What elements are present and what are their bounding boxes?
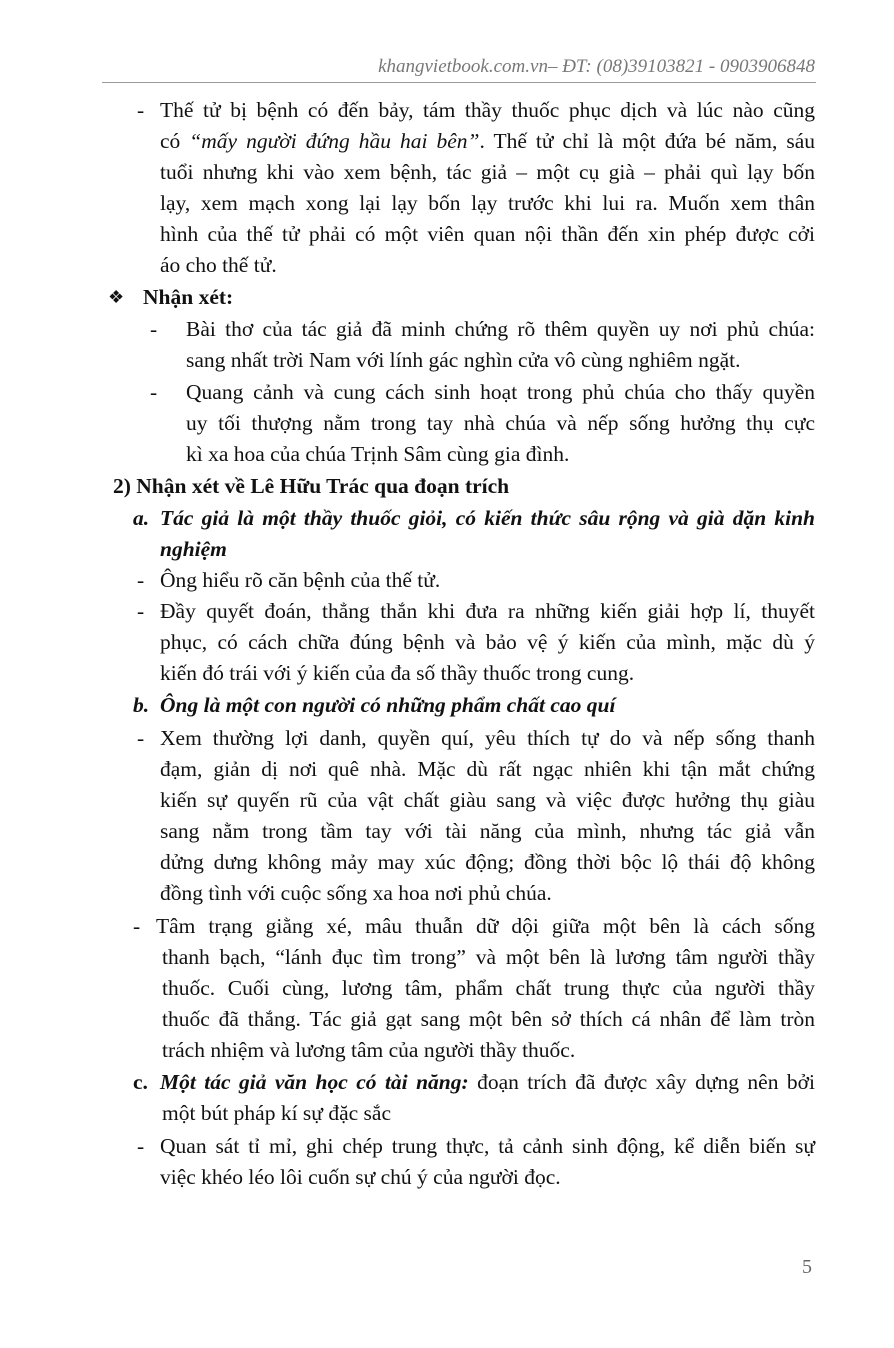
text-line: thuốc đã thắng. Tác giả gạt sang một bên sở thích cá nhân để làm tròn bbox=[162, 1007, 815, 1031]
text-line: dửng dưng không mảy may xúc động; đồng thời bộc lộ thái độ không bbox=[160, 850, 815, 874]
diamond-bullet-icon: ❖ bbox=[108, 287, 125, 307]
subsection-heading: nghiệm bbox=[160, 537, 227, 561]
subsection-heading: Ông là một con người có những phẩm chất cao quí bbox=[160, 693, 616, 717]
page-number: 5 bbox=[802, 1256, 812, 1278]
text-line: lạy, xem mạch xong lại lạy bốn lạy trước khi lui ra. Muốn xem thân bbox=[160, 191, 815, 215]
subsection-label: a. bbox=[133, 506, 150, 530]
subsection-heading: Một tác giả văn học có tài năng: bbox=[160, 1070, 469, 1094]
text-line: trách nhiệm và lương tâm của người thầy thuốc. bbox=[162, 1038, 576, 1062]
text-line: có “mấy người đứng hầu hai bên”. Thế tử chỉ là một đứa bé năm, sáu bbox=[160, 129, 816, 153]
text-line: Quan sát tỉ mỉ, ghi chép trung thực, tả cảnh sinh động, kể diễn biến sự bbox=[160, 1134, 815, 1158]
dash-marker: - bbox=[150, 317, 158, 341]
dash-marker: - bbox=[137, 599, 145, 623]
dash-marker: - bbox=[137, 568, 145, 592]
text-line: Quang cảnh và cung cách sinh hoạt trong phủ chúa cho thấy quyền bbox=[186, 380, 815, 404]
subsection-label: c. bbox=[133, 1070, 148, 1094]
text-line: hình của thế tử phải có một viên quan nội thần đến xin phép được cởi bbox=[160, 222, 815, 246]
text-line: sang nằm trong tầm tay với tài năng của mình, nhưng tác giả vẫn bbox=[160, 819, 815, 843]
quote-italic: “mấy người đứng hầu hai bên” bbox=[189, 129, 480, 153]
text-line: thanh bạch, “lánh đục tìm trong” và một bên là lương tâm người thầy bbox=[162, 945, 815, 969]
text-line: đồng tình với cuộc sống xa hoa nơi phủ chúa. bbox=[160, 881, 552, 905]
section-heading: Nhận xét: bbox=[143, 285, 234, 309]
text-line: Ông hiểu rõ căn bệnh của thế tử. bbox=[160, 568, 441, 592]
text-line: tuổi nhưng khi vào xem bệnh, tác giả – một cụ già – phải quì lạy bốn bbox=[160, 160, 815, 184]
text-line: một bút pháp kí sự đặc sắc bbox=[162, 1101, 391, 1125]
text-line: Bài thơ của tác giả đã minh chứng rõ thêm quyền uy nơi phủ chúa: bbox=[186, 317, 815, 341]
text-line: kiến đó trái với ý kiến của đa số thầy thuốc trong cung. bbox=[160, 661, 635, 685]
text-line: thuốc. Cuối cùng, lương tâm, phẩm chất trung thực của người thầy bbox=[162, 976, 815, 1000]
text-line: việc khéo léo lôi cuốn sự chú ý của người đọc. bbox=[160, 1165, 561, 1189]
dash-marker: - bbox=[137, 726, 145, 750]
text-line: Đầy quyết đoán, thẳng thắn khi đưa ra những kiến giải hợp lí, thuyết bbox=[160, 599, 815, 623]
dash-marker: - bbox=[137, 1134, 145, 1158]
section-heading: 2) Nhận xét về Lê Hữu Trác qua đoạn trích bbox=[113, 474, 510, 498]
dash-marker: - bbox=[137, 98, 145, 122]
text-line: kì xa hoa của chúa Trịnh Sâm cùng gia đình. bbox=[186, 442, 570, 466]
subsection-heading: Tác giả là một thầy thuốc giỏi, có kiến thức sâu rộng và già dặn kinh bbox=[160, 506, 815, 530]
dash-marker: - bbox=[150, 380, 158, 404]
text-line: phục, có cách chữa đúng bệnh và bảo vệ ý kiến của mình, mặc dù ý bbox=[160, 630, 815, 654]
text-line: uy tối thượng nằm trong tay nhà chúa và nếp sống hưởng thụ cực bbox=[186, 411, 815, 435]
text-line: kiến sự quyến rũ của vật chất giàu sang và việc được hưởng thụ giàu bbox=[160, 788, 815, 812]
text-line: Xem thường lợi danh, quyền quí, yêu thích tự do và nếp sống thanh bbox=[160, 726, 815, 750]
text-line: áo cho thế tử. bbox=[160, 253, 277, 277]
text-line: Thế tử bị bệnh có đến bảy, tám thầy thuốc phục dịch và lúc nào cũng bbox=[160, 98, 815, 122]
page-header: khangvietbook.com.vn– ĐT: (08)39103821 - 0903906848 bbox=[378, 56, 815, 77]
header-rule bbox=[102, 82, 816, 83]
text-line: Một tác giả văn học có tài năng: đoạn trích đã được xây dựng nên bởi bbox=[160, 1070, 815, 1094]
text-line: đạm, giản dị nơi quê nhà. Mặc dù rất ngạc nhiên khi tận mắt chứng bbox=[160, 757, 815, 781]
dash-marker: - bbox=[133, 914, 141, 938]
text-line: Tâm trạng giằng xé, mâu thuẫn dữ dội giữa một bên là cách sống bbox=[156, 914, 815, 938]
text-line: sang nhất trời Nam với lính gác nghìn cửa vô cùng nghiêm ngặt. bbox=[186, 348, 741, 372]
subsection-label: b. bbox=[133, 693, 150, 717]
